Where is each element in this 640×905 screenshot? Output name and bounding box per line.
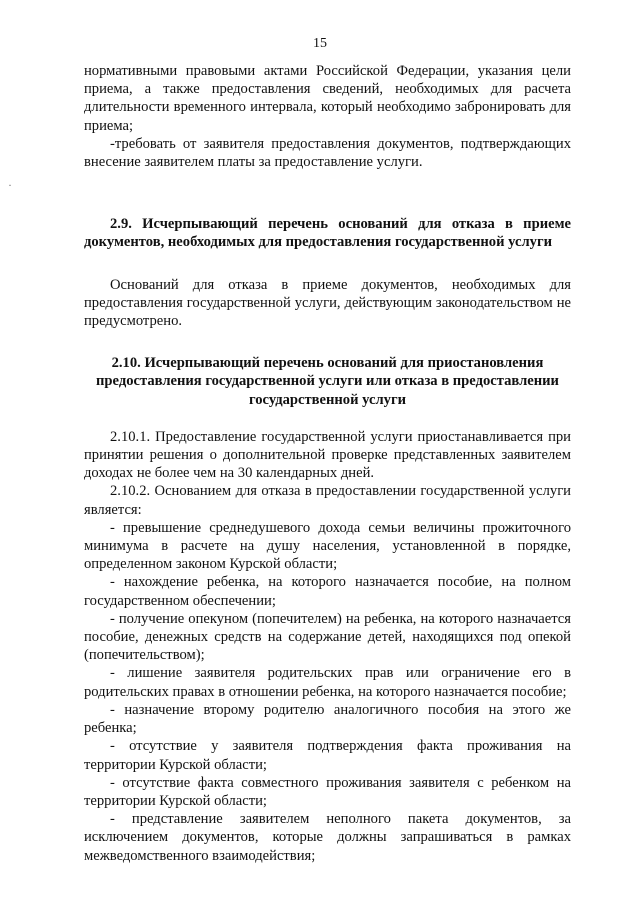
list-item: - представление заявителем неполного пакета документов, за исключением документов, которые должны запрашиваться в рамках межведомственного взаимодействия; bbox=[84, 811, 571, 864]
list-item: - нахождение ребенка, на которого назначается пособие, на полном государственном обеспечении; bbox=[84, 574, 571, 609]
paragraph: нормативными правовыми актами Российской Федерации, указания цели приема, а также предоставления сведений, необходимых для расчета длительности временного интервала, который необходимо забронировать для приема; bbox=[84, 63, 571, 134]
section-heading-2-10: 2.10. Исчерпывающий перечень оснований для приостановления предоставления государственной услуги или отказа в предоставлении государственной услуги bbox=[96, 355, 559, 408]
section-2-10-1-text: 2.10.1. Предоставление государственной услуги приостанавливается при принятии решения о дополнительной проверке представленных заявителем доходах не более чем на 30 календарных дней. bbox=[84, 428, 571, 482]
spacer bbox=[84, 409, 571, 428]
section-heading-2-9: 2.9. Исчерпывающий перечень оснований для отказа в приеме документов, необходимых для предоставления государственной услуги bbox=[84, 216, 571, 251]
spacer bbox=[84, 171, 571, 215]
document-body bbox=[84, 62, 571, 865]
list-item: - отсутствие факта совместного проживания заявителя с ребенком на территории Курской области; bbox=[84, 774, 571, 809]
margin-mark: · bbox=[8, 178, 12, 192]
section-2-10-2-text: 2.10.2. Основанием для отказа в предоставлении государственной услуги является: bbox=[84, 483, 571, 518]
list-item: - получение опекуном (попечителем) на ребенка, на которого назначается пособие, денежных средств на содержание детей, находящихся под опекой (попечительством); bbox=[84, 610, 571, 664]
section-2-9-text: Оснований для отказа в приеме документов, необходимых для предоставления государственной услуги, действующим законодательством не предусмотрено. bbox=[84, 276, 571, 330]
spacer bbox=[84, 330, 571, 354]
list-item: - отсутствие у заявителя подтверждения факта проживания на территории Курской области; bbox=[84, 738, 571, 773]
page-number: 15 bbox=[313, 36, 327, 51]
list-item: - превышение среднедушевого дохода семьи величины прожиточного минимума в расчете на душу населения, установленной в порядке, определенном законом Курской области; bbox=[84, 519, 571, 573]
list-item: - лишение заявителя родительских прав или ограничение его в родительских правах в отношении ребенка, на которого назначается пособие; bbox=[84, 665, 571, 700]
list-item: - назначение второму родителю аналогичного пособия на этого же ребенка; bbox=[84, 701, 571, 737]
paragraph: -требовать от заявителя предоставления документов, подтверждающих внесение заявителем платы за предоставление услуги. bbox=[84, 135, 571, 171]
spacer bbox=[84, 252, 571, 276]
